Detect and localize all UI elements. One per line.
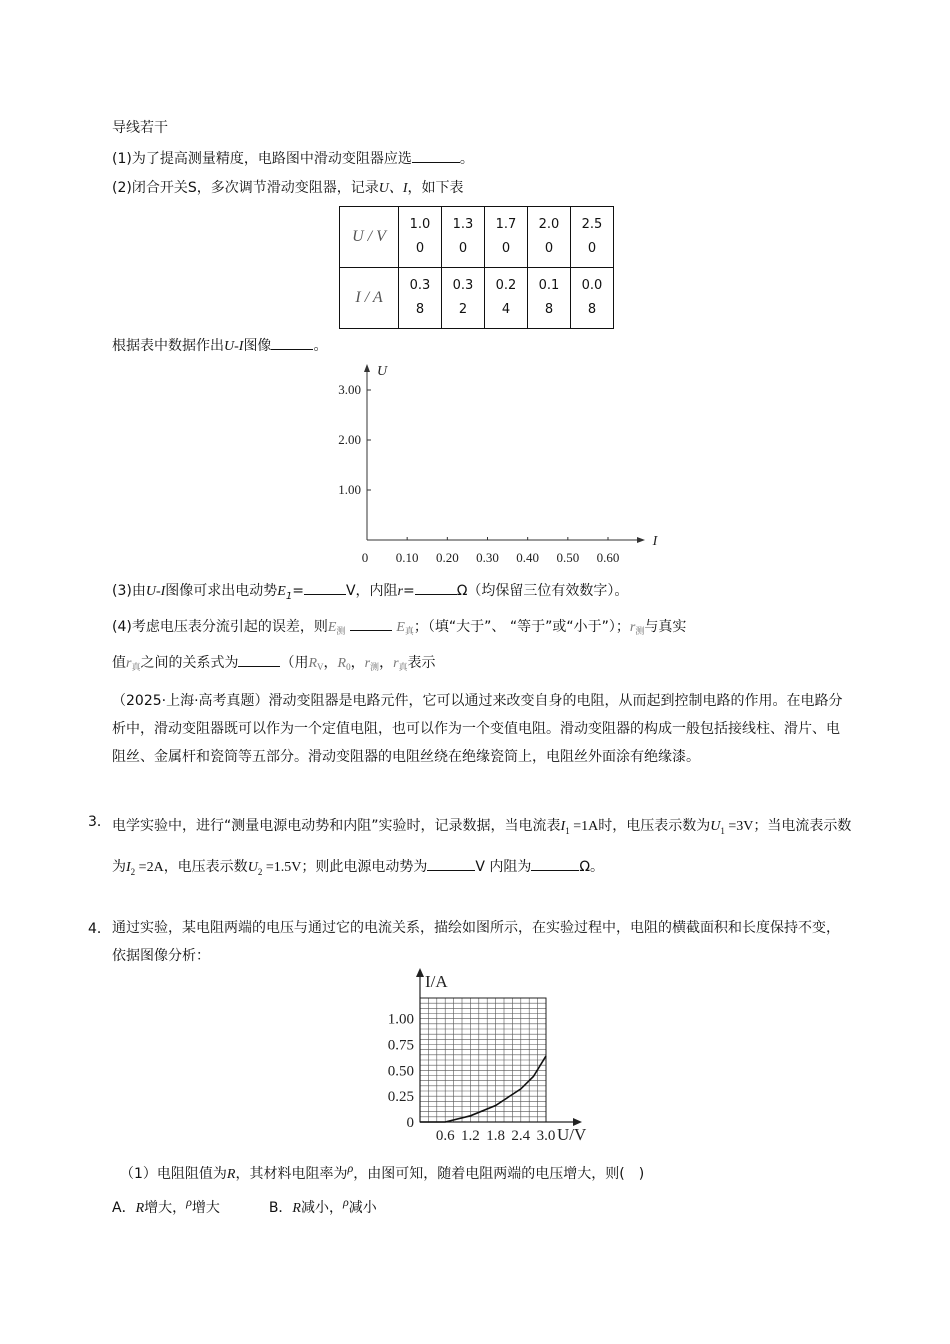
x-tick-label: 0 <box>361 550 369 565</box>
problem-4-q1: （1）电阻阻值为R，其材料电阻率为ρ，由图可知，随着电阻两端的电压增大，则( ) <box>120 1161 645 1182</box>
table-cell: 2.5 0 <box>571 207 614 268</box>
x-tick-label: 1.8 <box>486 1128 505 1144</box>
problem-4-number: 4． <box>88 921 111 937</box>
table-cell: 0.1 8 <box>528 268 571 329</box>
answer-blank[interactable] <box>412 148 460 163</box>
x-tick-label: 2.4 <box>511 1128 531 1144</box>
y-tick-label: 0 <box>406 1115 414 1131</box>
question-1: (1)为了提高测量精度，电路图中滑动变阻器应选 。 <box>112 148 474 169</box>
question-2: (2)闭合开关S，多次调节滑动变阻器，记录U、I，如下表 <box>112 180 464 196</box>
x-tick-label: 0.60 <box>596 550 620 565</box>
x-tick-label: 3.0 <box>536 1128 556 1144</box>
draw-instruction: 根据表中数据作出U-I图像 。 <box>112 335 327 357</box>
table-header-u: U / V <box>340 207 399 268</box>
ui-data-table <box>339 206 614 329</box>
y-tick-label: 1.00 <box>387 1011 414 1028</box>
y-axis-arrow <box>364 364 370 372</box>
y-tick-label: 1.00 <box>338 482 361 497</box>
table-row-u <box>340 207 614 268</box>
table-cell: 0.0 8 <box>571 268 614 329</box>
table-row-i <box>340 268 614 329</box>
answer-blank[interactable] <box>304 580 346 595</box>
x-axis-label: I <box>652 534 658 549</box>
y-tick-label: 2.00 <box>338 432 361 447</box>
answer-blank[interactable] <box>415 580 457 595</box>
problem-3: 电学实验中，进行“测量电源电动势和内阻”实验时，记录数据，当电流表$I_1 =1A$时，电压表示数为$U_1 =3V$；当电流表示数为$I_2 =2A$，电压表示数$U_2 =1.5V$；则此电源电动势为 V 内阻为 Ω。 <box>112 818 852 877</box>
ui-axes-chart <box>325 360 658 565</box>
problem-4: 通过实验，某电阻两端的电压与通过它的电流关系，描绘如图所示，在实验过程中，电阻的横截面积和长度保持不变，依据图像分析： <box>112 920 840 964</box>
curve-line <box>420 1056 546 1122</box>
answer-blank[interactable] <box>427 856 475 871</box>
intro-paragraph: （2025·上海·高考真题）滑动变阻器是电路元件，它可以通过来改变自身的电阻，从而起到控制电路的作用。在电路分析中，滑动变阻器既可以作为一个定值电阻，也可以作为一个变值电阻。滑动变阻器的构成一般包括接线柱、滑片、电阻丝、金属杆和瓷筒等五部分。滑动变阻器的电阻丝绕在绝缘瓷筒上，电阻丝外面涂有绝缘漆。 <box>112 693 843 765</box>
table-cell: 1.0 0 <box>399 207 442 268</box>
x-tick-label: 0.20 <box>435 550 459 565</box>
y-axis-label: I/A <box>425 972 448 991</box>
options-row <box>112 1192 377 1219</box>
question-4-line1: (4)考虑电压表分流引起的误差，则$E_测$ $E_真$；（填“大于”、 “等于”或“小于”）；$r_测$与真实 <box>112 616 686 641</box>
wires-line: 导线若干 <box>112 120 168 136</box>
y-tick-label: 0.50 <box>387 1063 414 1080</box>
x-tick-label: 1.2 <box>461 1128 480 1144</box>
x-tick-label: 0.50 <box>556 550 580 565</box>
answer-blank[interactable] <box>531 856 579 871</box>
x-tick-label: 0.10 <box>395 550 419 565</box>
problem-3-number: 3． <box>88 814 111 830</box>
x-axis-arrow <box>637 537 645 543</box>
x-tick-label: 0.40 <box>516 550 540 565</box>
x-tick-label: 0.30 <box>476 550 499 565</box>
answer-blank[interactable] <box>350 616 392 631</box>
table-cell: 1.7 0 <box>485 207 528 268</box>
x-axis-label: U/V <box>557 1125 587 1144</box>
y-tick-label: 0.75 <box>387 1037 414 1054</box>
y-axis-label: U <box>377 364 388 379</box>
y-tick-label: 0.25 <box>387 1089 414 1106</box>
question-3: (3)由U-I图像可求出电动势$E_1= V$，内阻r= Ω（均保留三位有效数字）。 <box>112 580 628 607</box>
table-cell: 0.3 2 <box>442 268 485 329</box>
y-tick-label: 3.00 <box>338 382 361 397</box>
table-cell: 0.3 8 <box>399 268 442 329</box>
table-cell: 2.0 0 <box>528 207 571 268</box>
table-header-i: I / A <box>340 268 399 329</box>
answer-blank[interactable] <box>238 652 280 667</box>
question-4-line2: 值$r_真$之间的关系式为 （用$R_V$，$R_0$，$r_测$，$r_真$表示 <box>112 652 436 677</box>
x-tick-label: 0.6 <box>435 1128 455 1144</box>
table-cell: 0.2 4 <box>485 268 528 329</box>
option-b[interactable]: B．R减小，ρ减小 <box>268 1195 377 1216</box>
option-a[interactable]: A．R增大，ρ增大 <box>112 1195 220 1216</box>
iu-curve-chart <box>378 972 608 1142</box>
table-cell: 1.3 0 <box>442 207 485 268</box>
answer-blank[interactable] <box>271 335 313 350</box>
